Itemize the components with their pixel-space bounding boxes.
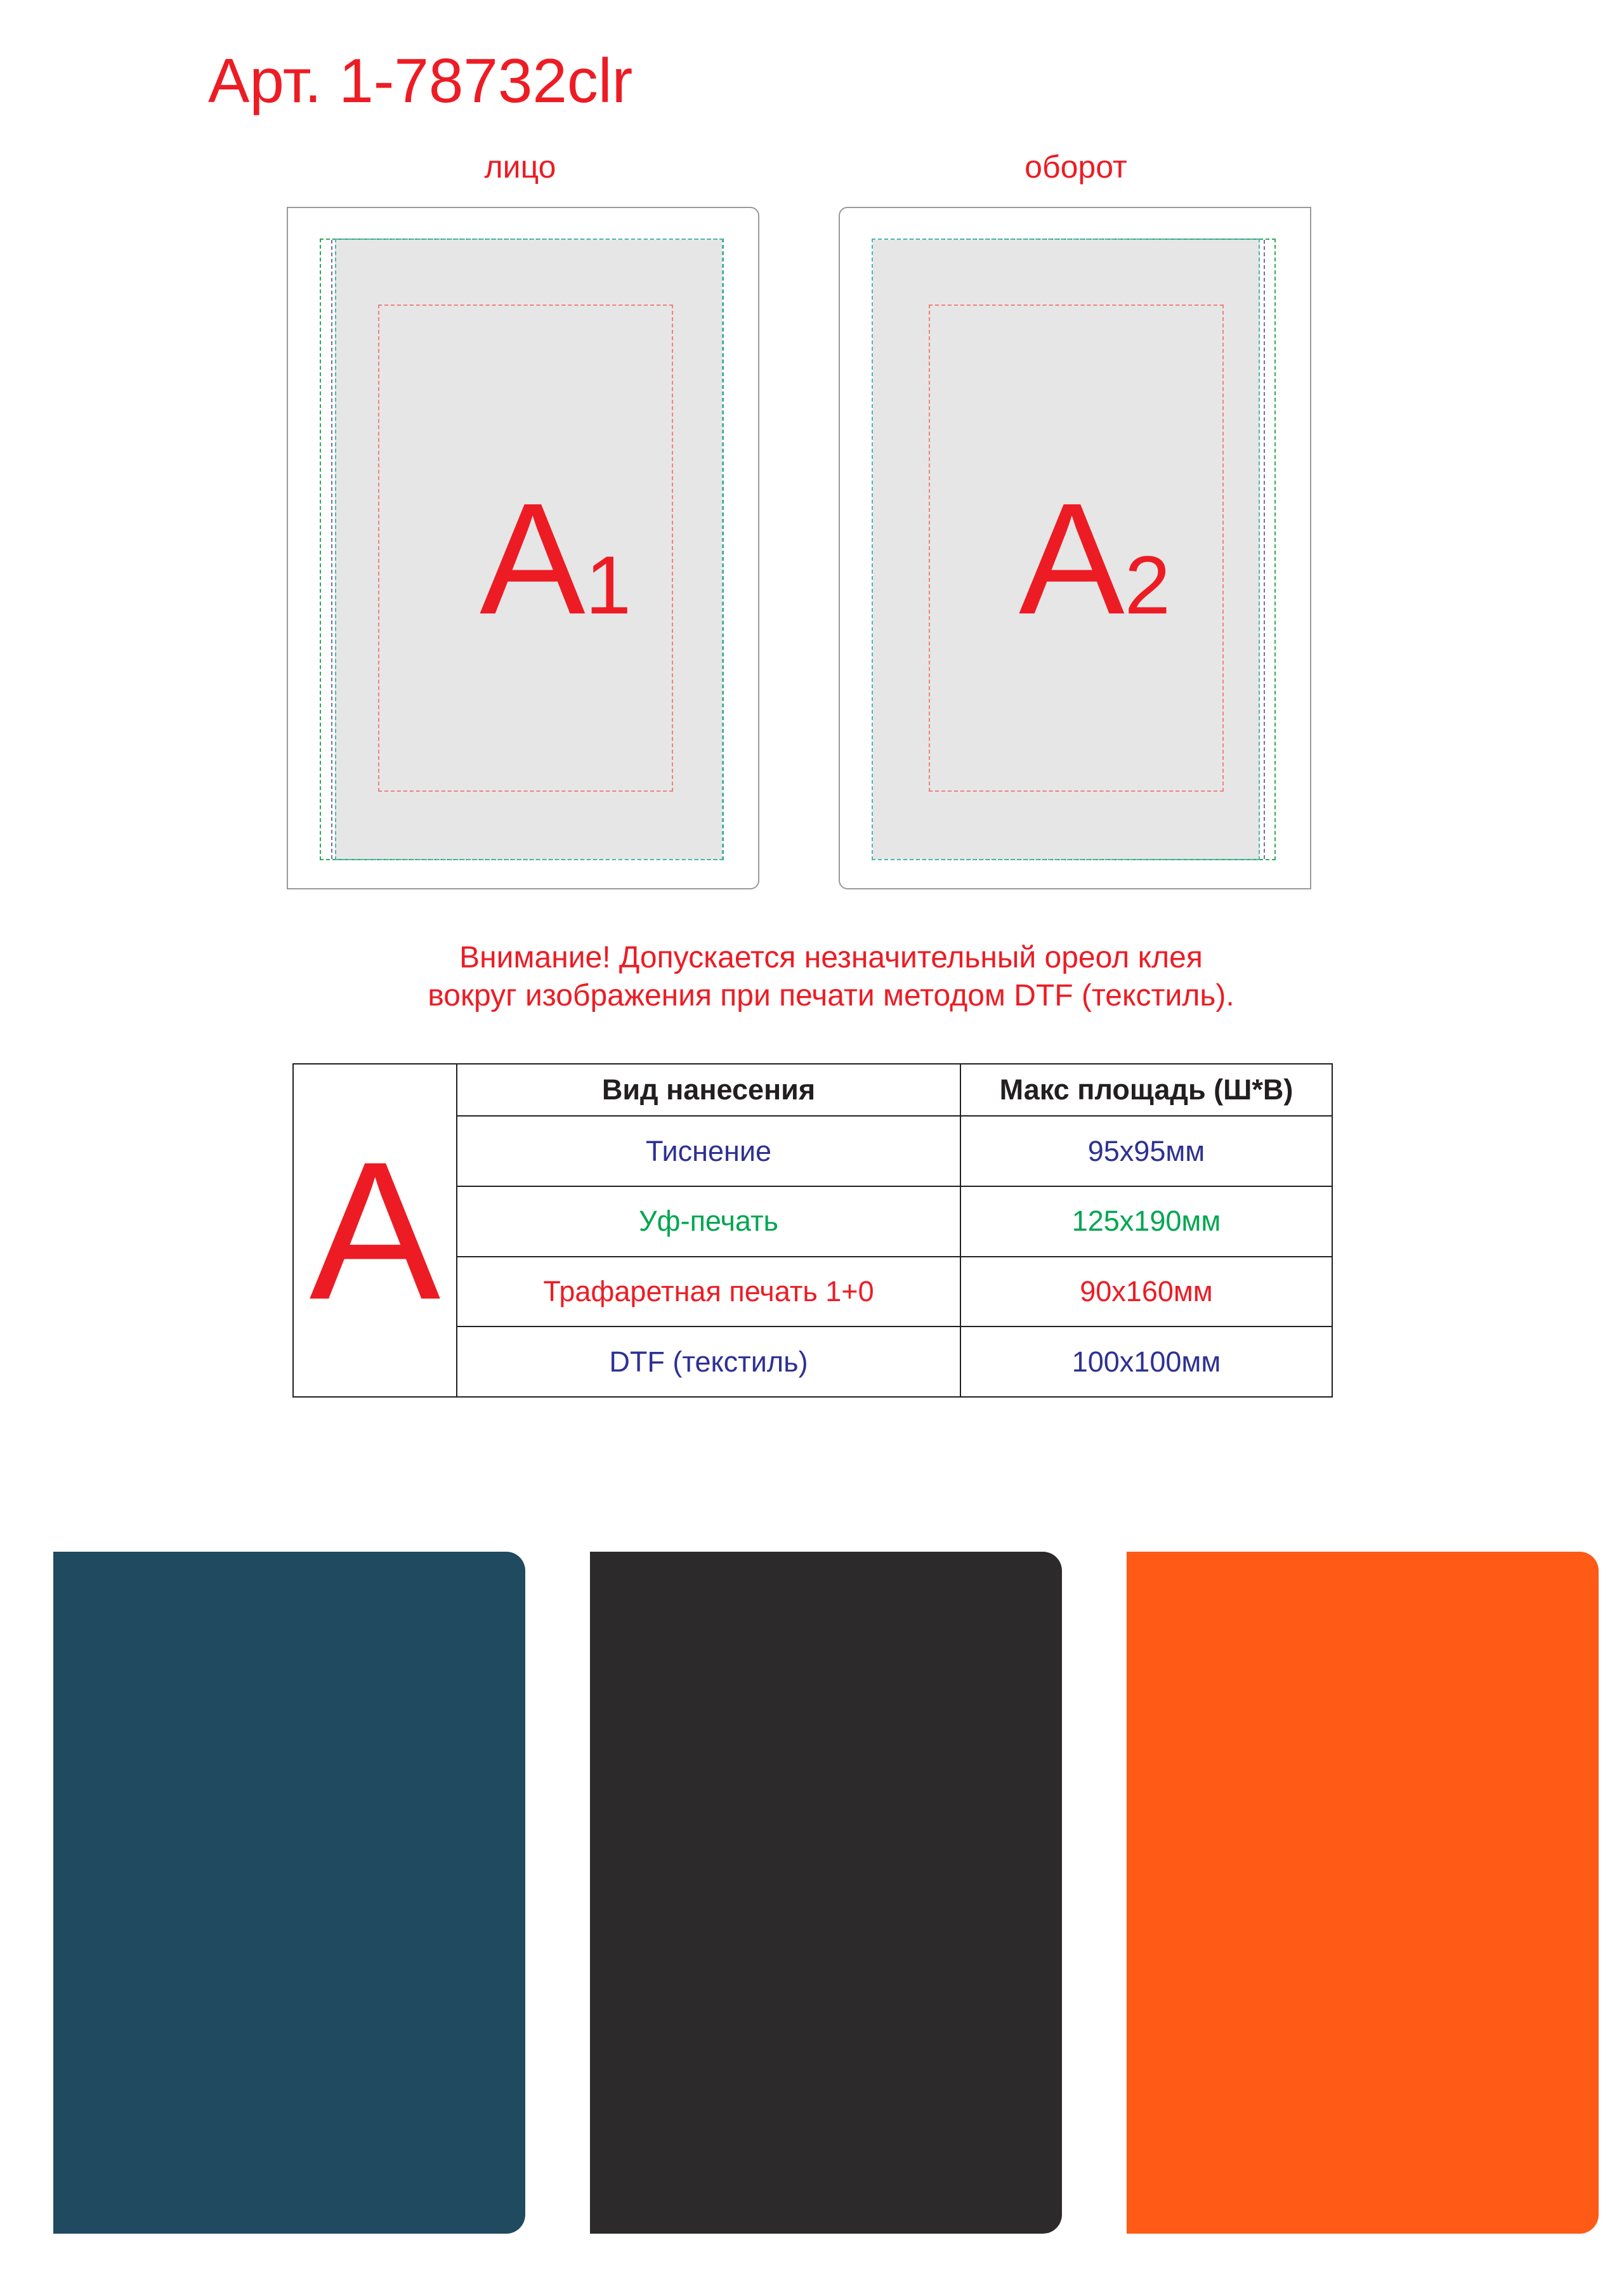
back-side-label: оборот [1025,149,1127,185]
front-side-label: лицо [484,149,556,185]
color-swatch-blue [53,1552,525,2234]
method-cell: Трафаретная печать 1+0 [457,1257,960,1327]
size-cell: 95х95мм [960,1116,1332,1186]
size-cell: 125х190мм [960,1186,1332,1257]
back-area-label: A2 [1019,470,1171,647]
method-cell: Уф-печать [457,1186,960,1257]
notice-line-2: вокруг изображения при печати методом DTF (текстиль). [428,979,1234,1012]
back-spine-line [1264,240,1266,859]
method-cell: DTF (текстиль) [457,1326,960,1397]
color-swatch-orange [1127,1552,1599,2234]
notice-line-1: Внимание! Допускается незначительный ореол клея [459,941,1203,974]
front-area-label: A1 [480,470,632,647]
area-letter-cell: A [293,1064,457,1397]
size-cell: 90х160мм [960,1257,1332,1327]
header-max-size: Макс площадь (Ш*В) [960,1064,1332,1116]
size-cell: 100х100мм [960,1326,1332,1397]
back-cover-diagram [839,207,1311,889]
color-swatch-black [590,1552,1062,2234]
article-title: Арт. 1-78732clr [208,46,633,115]
method-cell: Тиснение [457,1116,960,1186]
header-method: Вид нанесения [457,1064,960,1116]
front-cover-diagram [287,207,759,889]
front-spine-line [331,240,334,859]
print-methods-table [292,1063,1333,1398]
